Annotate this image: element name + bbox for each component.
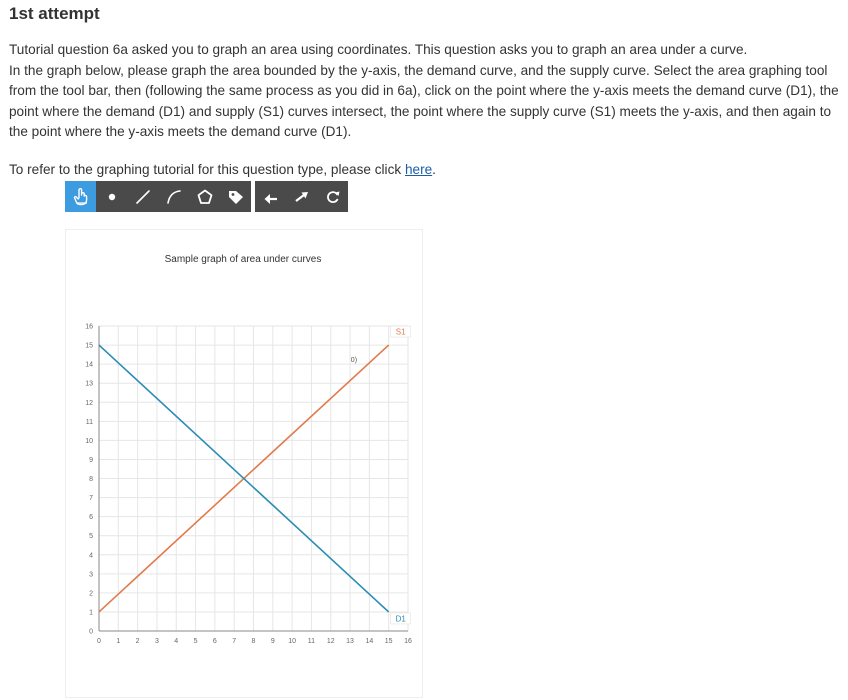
y-tick-label: 14: [85, 361, 93, 369]
y-tick-label: 0: [89, 628, 93, 636]
reset-button[interactable]: [317, 181, 348, 212]
y-tick-label: 9: [89, 456, 93, 464]
x-tick-label: 0: [97, 638, 101, 645]
x-tick-label: 6: [212, 638, 217, 645]
x-tick-label: 4: [174, 638, 179, 645]
graph-canvas[interactable]: [66, 230, 422, 697]
label-tool-button[interactable]: [220, 181, 251, 212]
x-tick-label: 1: [116, 638, 121, 645]
point-tool-button[interactable]: [96, 181, 127, 212]
series-label-s1: S1: [395, 327, 406, 337]
y-tick-label: 10: [85, 437, 93, 445]
pentagon-icon: [196, 188, 214, 206]
pointer-tool-button[interactable]: [65, 181, 96, 212]
x-tick-label: 7: [232, 638, 237, 645]
y-tick-label: 13: [85, 380, 93, 388]
x-tick-label: 11: [307, 638, 316, 645]
curve-icon: [165, 188, 183, 206]
undo-button[interactable]: [255, 181, 286, 212]
y-tick-label: 11: [85, 418, 93, 426]
instruction-line-2: In the graph below, please graph the area bounded by the y-axis, the demand curve, and the supply curve. Select the area graphing tool from the tool bar, then (following the same process as you did in 6a), click on the point where the y-axis meets the demand curve (D1), the point where the demand (D1) and supply (S1) curves intersect, the point where the supply curve (S1) meets the y-axis, and then again to the point where the y-axis meets the demand curve (D1).: [9, 62, 839, 139]
x-tick-label: 5: [193, 638, 198, 645]
x-tick-label: 8: [251, 638, 256, 645]
page-title: 1st attempt: [9, 4, 100, 23]
y-tick-label: 3: [89, 571, 93, 579]
refresh-icon: [325, 189, 341, 205]
line-icon: [134, 188, 152, 206]
point-icon: [104, 189, 120, 205]
tutorial-reference: [9, 160, 436, 180]
undo-arrow-icon: [263, 189, 279, 205]
tag-icon: [227, 188, 245, 206]
x-tick-label: 10: [288, 638, 297, 645]
y-tick-label: 4: [89, 552, 93, 560]
graph-title: Sample graph of area under curves: [164, 254, 322, 265]
x-tick-label: 13: [346, 638, 354, 645]
x-tick-label: 3: [154, 638, 159, 645]
curve-tool-button[interactable]: [158, 181, 189, 212]
instruction-line-1: Tutorial question 6a asked you to graph an area using coordinates. This question asks you to graph an area under a curve.: [9, 42, 748, 57]
question-instructions: [9, 40, 844, 143]
y-tick-label: 5: [89, 533, 93, 541]
x-tick-label: 9: [270, 638, 275, 645]
line-tool-button[interactable]: [127, 181, 158, 212]
refer-text: To refer to the graphing tutorial for this question type, please click: [9, 162, 405, 177]
x-tick-label: 15: [384, 638, 393, 645]
refer-end: .: [432, 162, 436, 177]
x-tick-label: 2: [135, 638, 140, 645]
hand-pointer-icon: [73, 188, 89, 206]
polygon-tool-button[interactable]: [189, 181, 220, 212]
tutorial-link[interactable]: here: [404, 162, 433, 177]
x-tick-label: 16: [404, 638, 412, 645]
x-tick-label: 12: [326, 638, 335, 645]
y-tick-label: 15: [85, 342, 93, 350]
redo-button[interactable]: [286, 181, 317, 212]
series-label-d1: D1: [395, 614, 406, 624]
graphing-toolbar: [65, 181, 348, 212]
y-tick-label: 1: [89, 609, 93, 617]
redo-arrow-icon: [294, 189, 310, 205]
y-tick-label: 7: [89, 495, 93, 503]
graph-annotation: 0): [350, 357, 358, 365]
graph-panel: [65, 229, 423, 698]
x-tick-label: 14: [365, 638, 374, 645]
y-tick-label: 2: [89, 590, 93, 598]
y-tick-label: 16: [85, 323, 93, 331]
y-tick-label: 6: [89, 514, 93, 522]
y-tick-label: 12: [85, 399, 93, 407]
y-tick-label: 8: [89, 476, 93, 483]
